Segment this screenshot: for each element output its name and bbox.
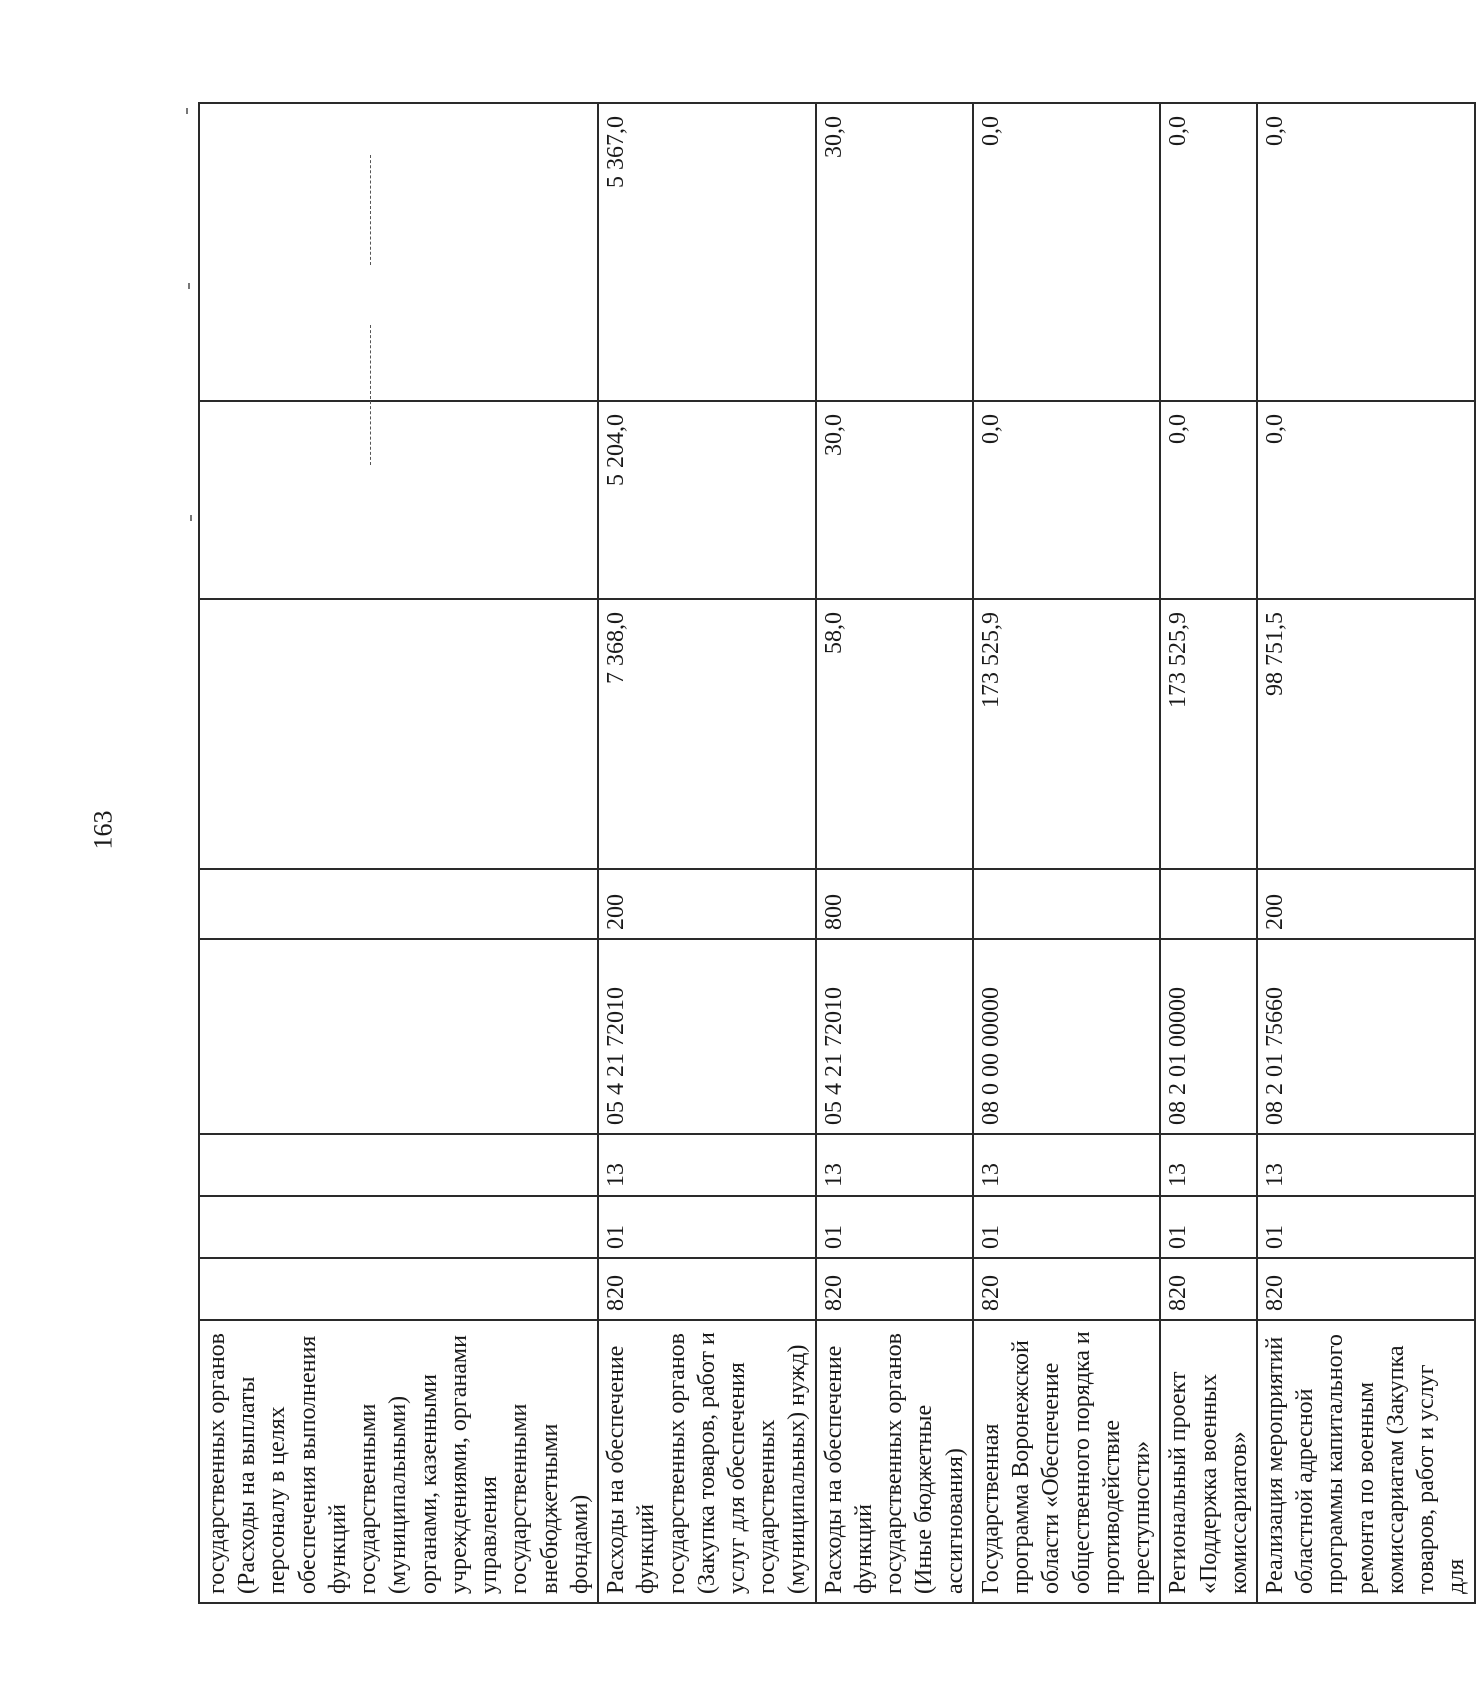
row-value-3 <box>199 103 598 401</box>
row-name: Расходы на обеспечение функций государственных органов (Закупка товаров, работ и услуг для обеспечения государственных (муниципальных) нужд) <box>598 1320 816 1603</box>
row-pr: 13 <box>1257 1134 1475 1196</box>
row-csr: 05 4 21 72010 <box>598 939 816 1134</box>
row-value-1: 173 525,9 <box>973 599 1160 869</box>
table-row <box>1257 103 1475 1603</box>
row-value-3: 0,0 <box>1257 103 1475 401</box>
row-gr: 820 <box>816 1258 973 1320</box>
row-csr: 08 2 01 00000 <box>1160 939 1257 1134</box>
row-value-2: 0,0 <box>1160 401 1257 599</box>
row-rz: 01 <box>816 1196 973 1258</box>
row-vr <box>1160 869 1257 939</box>
row-gr: 820 <box>1160 1258 1257 1320</box>
row-vr: 200 <box>1257 869 1475 939</box>
scan-artifact <box>186 108 188 114</box>
row-value-2: 5 204,0 <box>598 401 816 599</box>
row-value-2: 0,0 <box>1257 401 1475 599</box>
row-value-2: 0,0 <box>973 401 1160 599</box>
row-value-1: 98 751,5 <box>1257 599 1475 869</box>
row-csr: 08 0 00 00000 <box>973 939 1160 1134</box>
row-pr: 13 <box>816 1134 973 1196</box>
row-value-1: 7 368,0 <box>598 599 816 869</box>
table-row <box>1160 103 1257 1603</box>
row-name: Расходы на обеспечение функций государственных органов (Иные бюджетные ассигнования) <box>816 1320 973 1603</box>
row-gr <box>199 1258 598 1320</box>
row-rz: 01 <box>598 1196 816 1258</box>
scan-artifact <box>190 515 192 521</box>
row-name: государственных органов (Расходы на выплаты персоналу в целях обеспечения выполнения функций государственными (муниципальными) органами, казенными учреждениями, органами управления государственными внебюджетными фондами) <box>199 1320 598 1603</box>
row-name: Региональный проект «Поддержка военных комиссариатов» <box>1160 1320 1257 1603</box>
row-value-2 <box>199 401 598 599</box>
row-vr: 800 <box>816 869 973 939</box>
page-number: 163 <box>88 810 118 850</box>
row-vr <box>973 869 1160 939</box>
row-value-3: 5 367,0 <box>598 103 816 401</box>
row-value-1 <box>199 599 598 869</box>
row-value-3: 0,0 <box>1160 103 1257 401</box>
scan-artifact <box>370 155 371 265</box>
row-value-3: 30,0 <box>816 103 973 401</box>
budget-table <box>198 102 1476 1604</box>
row-gr: 820 <box>598 1258 816 1320</box>
row-gr: 820 <box>973 1258 1160 1320</box>
row-rz: 01 <box>1257 1196 1475 1258</box>
row-name: Государственная программа Воронежской области «Обеспечение общественного порядка и противодействие преступности» <box>973 1320 1160 1603</box>
row-csr: 05 4 21 72010 <box>816 939 973 1134</box>
table-row <box>598 103 816 1603</box>
table-row <box>973 103 1160 1603</box>
row-csr: 08 2 01 75660 <box>1257 939 1475 1134</box>
row-value-2: 30,0 <box>816 401 973 599</box>
row-pr: 13 <box>1160 1134 1257 1196</box>
row-rz: 01 <box>1160 1196 1257 1258</box>
row-value-1: 173 525,9 <box>1160 599 1257 869</box>
scan-artifact <box>370 325 371 465</box>
row-csr <box>199 939 598 1134</box>
table-row <box>199 103 598 1603</box>
row-rz <box>199 1196 598 1258</box>
row-pr <box>199 1134 598 1196</box>
row-gr: 820 <box>1257 1258 1475 1320</box>
table-row <box>816 103 973 1603</box>
row-pr: 13 <box>598 1134 816 1196</box>
row-vr: 200 <box>598 869 816 939</box>
row-rz: 01 <box>973 1196 1160 1258</box>
row-value-3: 0,0 <box>973 103 1160 401</box>
row-vr <box>199 869 598 939</box>
budget-table-container <box>198 104 1470 1604</box>
row-pr: 13 <box>973 1134 1160 1196</box>
row-value-1: 58,0 <box>816 599 973 869</box>
scan-artifact <box>188 283 190 289</box>
row-name: Реализация мероприятий областной адресной программы капитального ремонта по военным комиссариатам (Закупка товаров, работ и услуг для <box>1257 1320 1475 1603</box>
